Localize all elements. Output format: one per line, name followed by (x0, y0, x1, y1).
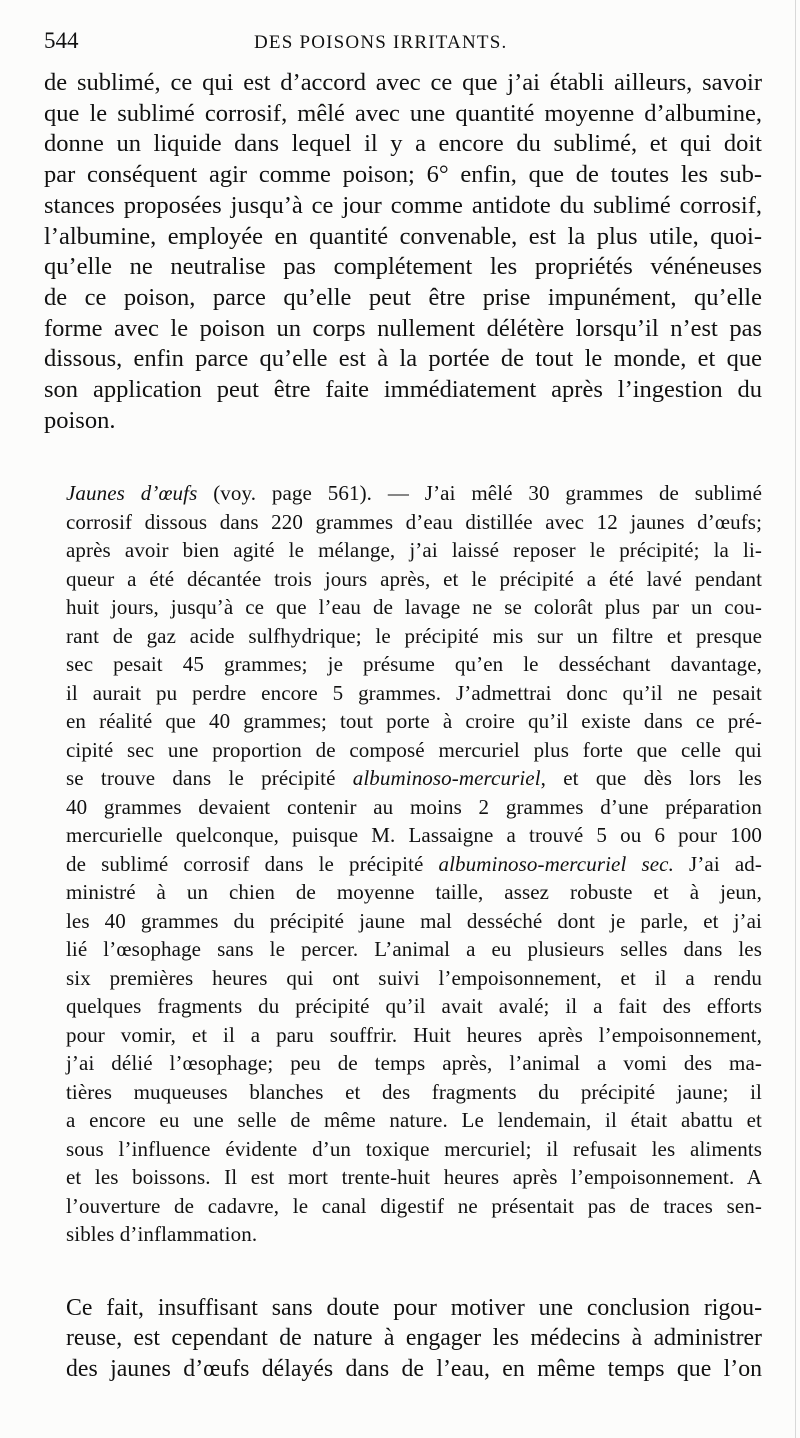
text-line: j’ai délié l’œsophage; peu de temps après, l’animal a vomi des ma- (66, 1051, 762, 1076)
text-line: des jaunes d’œufs délayés dans de l’eau, en même temps que l’on (66, 1355, 762, 1382)
text-line: huit jours, jusqu’à ce que l’eau de lavage ne se colorât plus par un cou- (66, 595, 762, 620)
text-line: rant de gaz acide sulfhydrique; le précipité mis sur un filtre et presque (66, 623, 762, 648)
egg-yolks-heading: Jaunes d’œufs (66, 481, 198, 506)
paragraph-lead-text: (voy. page 561). — J’ai mêlé 30 grammes de sublimé (197, 481, 762, 506)
text-line: son application peut être faite immédiatement après l’ingestion du (44, 376, 762, 404)
page-header (44, 28, 762, 68)
running-title: DES POISONS IRRITANTS. (254, 32, 508, 53)
text-line: sec pesait 45 grammes; je présume qu’en le desséchant davantage, (66, 652, 762, 677)
text-line: lié l’œsophage sans le percer. L’animal a eu plusieurs selles dans les (66, 937, 762, 962)
text-line: cipité sec une proportion de composé mercuriel plus forte que celle qui (66, 737, 762, 762)
italic-term: albuminoso-mercuriel (352, 766, 541, 791)
text-line: qu’elle ne neutralise pas complétement les propriétés vénéneuses (44, 253, 762, 281)
text-line: se trouve dans le précipité (66, 766, 353, 791)
text-line: de sublimé corrosif dans le précipité (66, 851, 439, 876)
text-line: après avoir bien agité le mélange, j’ai laissé reposer le précipité; la li- (66, 538, 762, 563)
text-line: l’albumine, employée en quantité convenable, est la plus utile, quoi- (44, 222, 762, 250)
text-line: donne un liquide dans lequel il y a encore du sublimé, et qui doit (44, 130, 762, 158)
text-line: poison. (44, 406, 116, 434)
text-line: , et que dès lors les (540, 766, 762, 791)
paragraph-egg-yolks (44, 479, 762, 1249)
text-line: par conséquent agir comme poison; 6° enfin, que de toutes les sub- (44, 161, 762, 189)
text-line: en réalité que 40 grammes; tout porte à croire qu’il existe dans ce pré- (66, 709, 762, 734)
text-line: J’ai ad- (673, 851, 762, 876)
text-line: forme avec le poison un corps nullement délétère lorsqu’il n’est pas (44, 314, 762, 342)
text-line: ministré à un chien de moyenne taille, assez robuste et à jeun, (66, 880, 762, 905)
text-line: corrosif dissous dans 220 grammes d’eau distillée avec 12 jaunes d’œufs; (66, 509, 762, 534)
text-line: de ce poison, parce qu’elle peut être prise impunément, qu’elle (44, 283, 762, 311)
paragraph-conclusion (44, 68, 762, 436)
page-edge (795, 0, 796, 1438)
text-line: tières muqueuses blanches et des fragments du précipité jaune; il (66, 1079, 762, 1104)
text-line: dissous, enfin parce qu’elle est à la portée de tout le monde, et que (44, 345, 762, 373)
text-line: mercurielle quelconque, puisque M. Lassaigne a trouvé 5 ou 6 pour 100 (66, 823, 762, 848)
text-line: sibles d’inflammation. (66, 1222, 258, 1247)
text-line: Ce fait, insuffisant sans doute pour motiver une conclusion rigou- (66, 1294, 762, 1321)
text-line: sous l’influence évidente d’un toxique mercuriel; il refusait les aliments (66, 1136, 762, 1161)
text-line: six premières heures qui ont suivi l’empoisonnement, et il a rendu (66, 965, 762, 990)
text-line: de sublimé, ce qui est d’accord avec ce que j’ai établi ailleurs, savoir (44, 69, 762, 96)
text-line: 40 grammes devaient contenir au moins 2 grammes d’une préparation (66, 794, 762, 819)
italic-term: albuminoso-mercuriel sec. (438, 851, 674, 876)
text-line: l’ouverture de cadavre, le canal digestif ne présentait pas de traces sen- (66, 1193, 762, 1218)
text-line: reuse, est cependant de nature à engager les médecins à administrer (66, 1325, 762, 1352)
text-line: les 40 grammes du précipité jaune mal desséché dont je parle, et j’ai (66, 908, 762, 933)
text-line: et les boissons. Il est mort trente-huit heures après l’empoisonnement. A (66, 1165, 762, 1190)
text-line: a encore eu une selle de même nature. Le lendemain, il était abattu et (66, 1108, 762, 1133)
text-line: quelques fragments du précipité qu’il avait avalé; il a fait des efforts (66, 994, 762, 1019)
text-line: que le sublimé corrosif, mêlé avec une quantité moyenne d’albumine, (44, 99, 762, 127)
text-line: pour vomir, et il a paru souffrir. Huit heures après l’empoisonnement, (66, 1022, 762, 1047)
text-line: stances proposées jusqu’à ce jour comme antidote du sublimé corrosif, (44, 191, 762, 219)
paragraph-final (44, 1293, 762, 1385)
text-line: queur a été décantée trois jours après, et le précipité a été lavé pendant (66, 566, 762, 591)
text-line: il aurait pu perdre encore 5 grammes. J’admettrai donc qu’il ne pesait (66, 680, 762, 705)
page-number: 544 (44, 28, 79, 53)
